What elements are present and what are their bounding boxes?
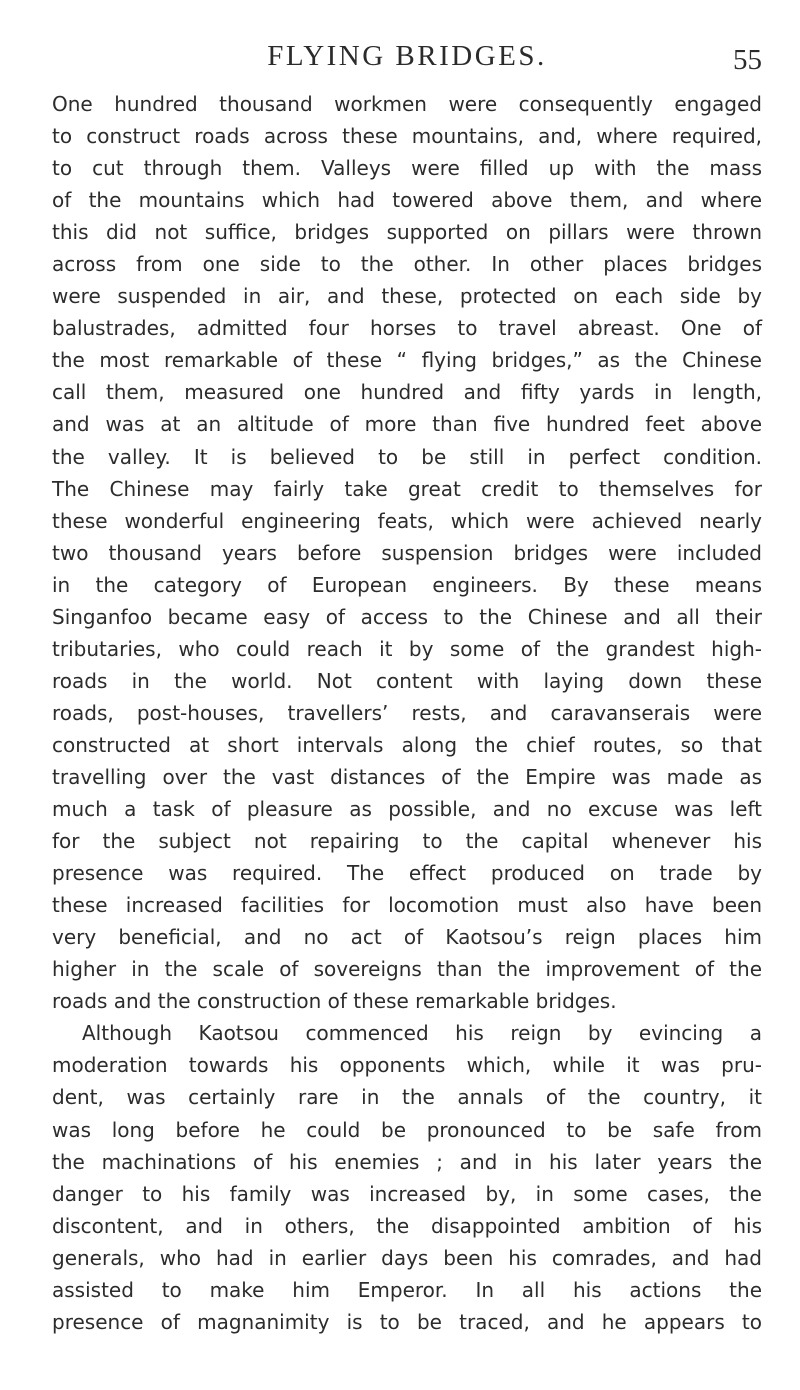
text-line: travelling over the vast distances of the Empire was made as: [52, 764, 762, 789]
text-line: call them, measured one hundred and fifty yards in length,: [52, 380, 762, 405]
text-line: Although Kaotsou commenced his reign by evincing a: [82, 1021, 762, 1046]
text-line: the machinations of his enemies ; and in his later years the: [52, 1149, 762, 1174]
text-line: balustrades, admitted four horses to travel abreast. One of: [52, 316, 762, 341]
text-line: to construct roads across these mountains, and, where required,: [52, 124, 762, 149]
text-line: discontent, and in others, the disappointed ambition of his: [52, 1213, 762, 1238]
text-line: the valley. It is believed to be still in perfect condition.: [52, 444, 762, 469]
text-line: to cut through them. Valleys were filled up with the mass: [52, 156, 762, 181]
text-line: roads and the construction of these remarkable bridges.: [52, 989, 617, 1014]
running-head: [52, 40, 762, 80]
text-line: very beneficial, and no act of Kaotsou’s reign places him: [52, 925, 762, 950]
text-line: One hundred thousand workmen were consequently engaged: [52, 92, 762, 116]
text-line: two thousand years before suspension bridges were included: [52, 540, 762, 565]
page-title: FLYING BRIDGES.: [267, 40, 547, 72]
text-line: the most remarkable of these “ flying bridges,” as the Chinese: [52, 348, 762, 373]
text-line: much a task of pleasure as possible, and no excuse was left: [52, 797, 762, 822]
text-line: roads, post-houses, travellers’ rests, and caravanserais were: [52, 700, 762, 725]
text-line: moderation towards his opponents which, while it was pru-: [52, 1053, 762, 1078]
text-line: was long before he could be pronounced to be safe from: [52, 1117, 762, 1142]
text-line: were suspended in air, and these, protected on each side by: [52, 284, 762, 309]
text-line: The Chinese may fairly take great credit to themselves for: [52, 476, 762, 501]
text-line: constructed at short intervals along the chief routes, so that: [52, 732, 762, 757]
text-line: across from one side to the other. In other places bridges: [52, 252, 762, 277]
text-line: generals, who had in earlier days been his comrades, and had: [52, 1245, 762, 1270]
text-line: Singanfoo became easy of access to the Chinese and all their: [52, 604, 762, 629]
text-line: of the mountains which had towered above them, and where: [52, 188, 762, 213]
text-line: tributaries, who could reach it by some of the grandest high-: [52, 636, 762, 661]
text-line: presence was required. The effect produced on trade by: [52, 861, 762, 886]
text-line: in the category of European engineers. By these means: [52, 572, 762, 597]
text-line: these increased facilities for locomotion must also have been: [52, 893, 762, 918]
text-line: this did not suffice, bridges supported on pillars were thrown: [52, 220, 762, 245]
text-line: danger to his family was increased by, in some cases, the: [52, 1181, 762, 1206]
text-line: these wonderful engineering feats, which were achieved nearly: [52, 508, 762, 533]
page-number: 55: [733, 44, 762, 76]
text-line: roads in the world. Not content with laying down these: [52, 668, 762, 693]
text-line: dent, was certainly rare in the annals of the country, it: [52, 1085, 762, 1110]
body-text: [52, 88, 762, 1338]
text-line: and was at an altitude of more than five hundred feet above: [52, 412, 762, 437]
text-line: higher in the scale of sovereigns than the improvement of the: [52, 957, 762, 982]
text-line: presence of magnanimity is to be traced, and he appears to: [52, 1309, 762, 1334]
text-line: assisted to make him Emperor. In all his actions the: [52, 1277, 762, 1302]
text-line: for the subject not repairing to the capital whenever his: [52, 829, 762, 854]
